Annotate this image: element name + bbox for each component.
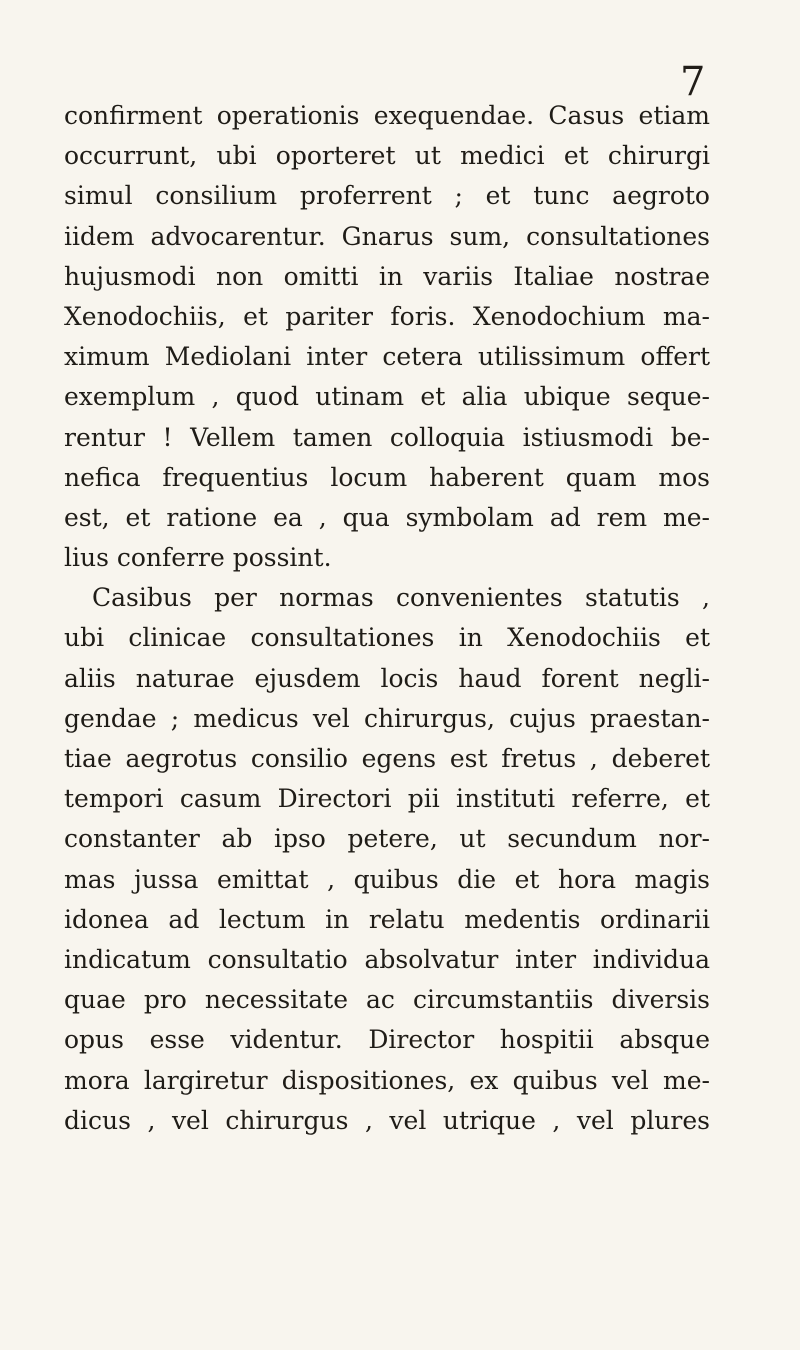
text-line: Xenodochiis, et pariter foris. Xenodochium ma- [64,301,710,331]
text-line: simul consilium proferrent ; et tunc aegroto [64,181,710,211]
text-line: occurrunt, ubi oporteret ut medici et chirurgi [64,141,710,171]
text-line: constanter ab ipso petere, ut secundum nor- [64,824,710,854]
text-line: opus esse videntur. Director hospitii absque [64,1025,710,1055]
text-line: gendae ; medicus vel chirurgus, cujus praestan- [64,703,710,733]
text-line: aliis naturae ejusdem locis haud forent negli- [64,663,710,693]
paragraph-start-line: Casibus per normas convenientes statutis , [92,583,710,613]
text-line: exemplum , quod utinam et alia ubique seque- [64,382,710,412]
text-line: mora largiretur dispositiones, ex quibus vel me- [64,1065,710,1095]
page-number: 7 [680,59,706,105]
body-text [64,96,710,1141]
text-line: confirment operationis exequendae. Casus etiam [64,101,710,130]
text-line: est, et ratione ea , qua symbolam ad rem me- [64,502,710,532]
text-line: tempori casum Directori pii instituti referre, et [64,784,710,814]
text-line: mas jussa emittat , quibus die et hora magis [64,864,710,894]
text-line: tiae aegrotus consilio egens est fretus , deberet [64,744,710,773]
text-line: ximum Mediolani inter cetera utilissimum offert [64,342,710,372]
text-line: dicus , vel chirurgus , vel utrique , vel plures [64,1105,710,1135]
text-line: hujusmodi non omitti in variis Italiae nostrae [64,261,710,291]
paragraph-end-line: lius conferre possint. [64,543,332,573]
text-line: iidem advocarentur. Gnarus sum, consultationes [64,221,710,251]
text-line: idonea ad lectum in relatu medentis ordinarii [64,904,710,934]
text-line: indicatum consultatio absolvatur inter individua [64,944,710,974]
text-line: nefica frequentius locum haberent quam mos [64,462,710,492]
text-line: quae pro necessitate ac circumstantiis diversis [64,985,710,1015]
text-line: rentur ! Vellem tamen colloquia istiusmodi be- [64,422,710,452]
text-line: ubi clinicae consultationes in Xenodochiis et [64,623,710,653]
